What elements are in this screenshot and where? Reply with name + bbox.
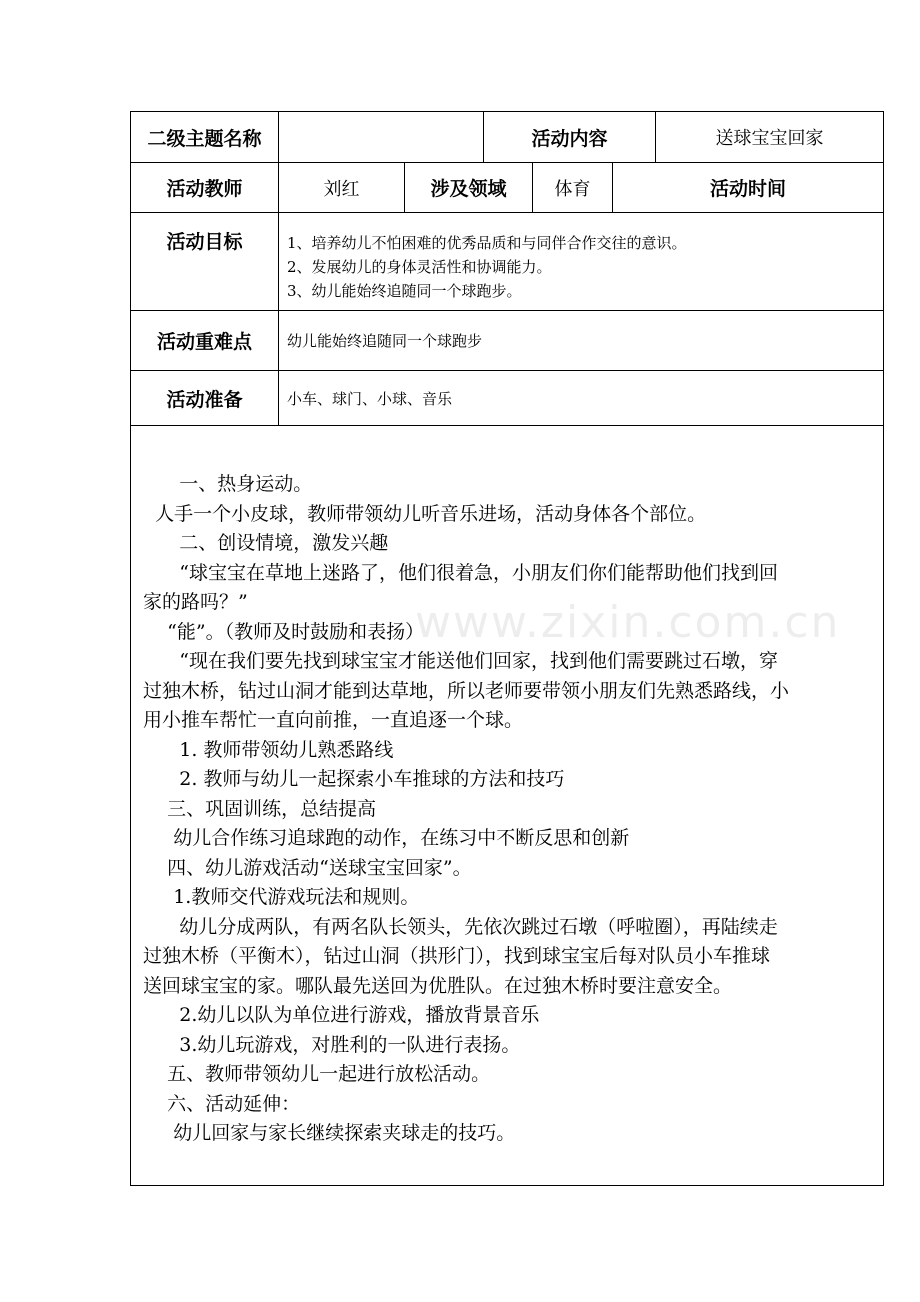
time-label: 活动时间 (709, 178, 786, 200)
process-line: 六、活动延伸： (143, 1092, 301, 1115)
process-line: 送回球宝宝的家。哪队最先送回为优胜队。在过独木桥时要注意安全。 (143, 974, 733, 997)
process-line: 过独木桥（平衡木），钻过山洞（拱形门），找到球宝宝后每对队员小车推球 (143, 945, 771, 967)
preparation-value: 小车、球门、小球、音乐 (287, 389, 453, 408)
process-line: 五、教师带领幼儿一起进行放松活动。 (143, 1063, 491, 1085)
process-text (143, 470, 873, 1149)
process-line: 1. 教师带领幼儿熟悉路线 (143, 738, 394, 761)
process-line: “现在我们要先找到球宝宝才能送他们回家，找到他们需要跳过石墩，穿 (143, 650, 778, 672)
process-line: “球宝宝在草地上迷路了，他们很着急，小朋友们你们能帮助他们找到回 (143, 561, 778, 584)
watermark: www.zixin.com.cn (415, 597, 841, 648)
goals-label: 活动目标 (131, 213, 279, 310)
preparation-label: 活动准备 (131, 371, 279, 425)
row-preparation (131, 371, 883, 426)
row-teacher (131, 163, 883, 213)
lesson-plan-table (130, 111, 884, 1186)
process-line: 幼儿合作练习追球跑的动作，在练习中不断反思和创新 (143, 827, 630, 849)
domain-value: 体育 (533, 163, 613, 212)
process-line: 幼儿回家与家长继续探索夹球走的技巧。 (143, 1122, 516, 1144)
key-points-value: 幼儿能始终追随同一个球跑步 (287, 332, 483, 350)
process-line: 二、创设情境，激发兴趣 (143, 532, 389, 554)
row-theme (131, 112, 883, 163)
key-points-label: 活动重难点 (131, 311, 279, 370)
domain-label: 涉及领域 (405, 163, 533, 212)
process-section (131, 426, 883, 1185)
process-line: 3.幼儿玩游戏，对胜利的一队进行表扬。 (143, 1033, 521, 1056)
process-line: 过独木桥，钻过山洞才能到达草地，所以老师要带领小朋友们先熟悉路线，小 (143, 679, 790, 702)
row-key-points (131, 311, 883, 371)
teacher-value: 刘红 (279, 163, 405, 212)
process-line: 2.幼儿以队为单位进行游戏，播放背景音乐 (143, 1004, 540, 1026)
process-line: 家的路吗？” (143, 591, 248, 613)
theme-value (279, 112, 484, 162)
goal-item: 2、发展幼儿的身体灵活性和协调能力。 (287, 258, 552, 276)
content-value: 送球宝宝回家 (715, 128, 824, 149)
process-line: 一、热身运动。 (143, 473, 313, 495)
row-goals (131, 213, 883, 311)
process-line: 三、巩固训练，总结提高 (143, 797, 377, 820)
goal-item: 1、培养幼儿不怕困难的优秀品质和与同伴合作交往的意识。 (287, 234, 687, 252)
content-label: 活动内容 (484, 112, 656, 162)
process-line: 四、幼儿游戏活动“送球宝宝回家”。 (143, 856, 472, 879)
process-line: 1.教师交代游戏玩法和规则。 (143, 886, 420, 908)
theme-label: 二级主题名称 (131, 112, 279, 162)
process-line: 用小推车帮忙一直向前推，一直追逐一个球。 (143, 709, 524, 731)
process-line: “能”。（教师及时鼓励和表扬） (143, 620, 425, 643)
teacher-label: 活动教师 (131, 163, 279, 212)
process-line: 2. 教师与幼儿一起探索小车推球的方法和技巧 (143, 768, 565, 790)
goals-list (287, 231, 687, 303)
process-line: 幼儿分成两队，有两名队长领头，先依次跳过石墩（呼啦圈），再陆续走 (143, 915, 778, 938)
goal-item: 3、幼儿能始终追随同一个球跑步。 (287, 282, 522, 300)
process-line: 人手一个小皮球，教师带领幼儿听音乐进场，活动身体各个部位。 (143, 502, 707, 525)
